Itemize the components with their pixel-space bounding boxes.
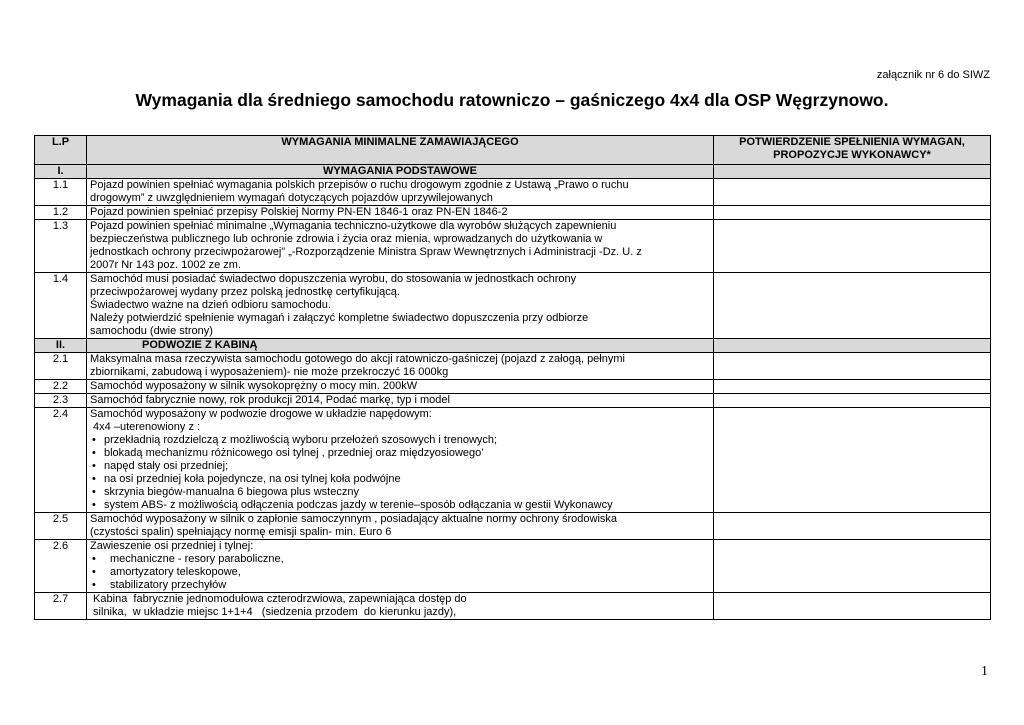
table-row	[35, 380, 991, 394]
row-confirmation-cell[interactable]	[714, 408, 991, 513]
requirement-line: Należy potwierdzić spełnienie wymagań i załączyć kompletne świadectwo dopuszczenia przy odbiorze	[90, 312, 589, 324]
table-row	[35, 353, 991, 380]
section-title: PODWOZIE Z KABINĄ	[87, 339, 714, 353]
table-row	[35, 220, 991, 273]
row-lp: 2.4	[35, 408, 87, 513]
section-row	[35, 165, 991, 179]
page-number: 1	[981, 664, 988, 679]
row-requirement	[87, 220, 714, 273]
row-lp: 2.2	[35, 380, 87, 394]
row-confirmation-cell[interactable]	[714, 179, 991, 206]
row-lp: 2.3	[35, 394, 87, 408]
row-confirmation-cell[interactable]	[714, 593, 991, 620]
requirement-line: Maksymalna masa rzeczywista samochodu gotowego do akcji ratowniczo-gaśniczej (pojazd z załogą, pełnymi	[90, 353, 625, 365]
bullet-item: • napęd stały osi przedniej;	[90, 460, 710, 473]
row-lp: 2.7	[35, 593, 87, 620]
requirement-line: zbiornikami, zabudową i wyposażeniem)- nie może przekroczyć 16 000kg	[90, 366, 449, 378]
row-confirmation-cell[interactable]	[714, 540, 991, 593]
header-confirmation-line1: POTWIERDZENIE SPEŁNIENIA WYMAGAN,	[739, 136, 965, 148]
bullet-item: • skrzynia biegów-manualna 6 biegowa plus wsteczny	[90, 486, 710, 499]
row-requirement	[87, 513, 714, 540]
table-row	[35, 273, 991, 339]
requirement-intro: Zawieszenie osi przedniej i tylnej:	[90, 540, 254, 552]
row-lp: 1.4	[35, 273, 87, 339]
requirement-line: Samochód wyposażony w silnik wysokoprężny o mocy min. 200kW	[90, 380, 418, 392]
document-title: Wymagania dla średniego samochodu ratowniczo – gaśniczego 4x4 dla OSP Węgrzynowo.	[135, 90, 889, 110]
bullet-list	[90, 553, 710, 592]
row-requirement	[87, 593, 714, 620]
table-row	[35, 540, 991, 593]
requirements-table	[34, 135, 991, 620]
requirement-line: jednostkach ochrony przeciwpożarowej” „-Rozporządzenie Ministra Spraw Wewnętrznych i Administracji -Dz. U. z	[90, 246, 642, 258]
row-confirmation-cell[interactable]	[714, 353, 991, 380]
requirement-line: silnika, w układzie miejsc 1+1+4 (siedzenia przodem do kierunku jazdy),	[90, 606, 457, 618]
section-empty-cell	[714, 165, 991, 179]
annex-note: załącznik nr 6 do SIWZ	[876, 69, 990, 81]
requirement-line: Samochód musi posiadać świadectwo dopuszczenia wyrobu, do stosowania w jednostkach ochrony	[90, 273, 577, 285]
table-row	[35, 513, 991, 540]
header-requirements: WYMAGANIA MINIMALNE ZAMAWIAJĄCEGO	[87, 136, 714, 165]
section-row	[35, 339, 991, 353]
bullet-item: • mechaniczne - resory paraboliczne,	[90, 553, 710, 566]
row-lp: 1.2	[35, 206, 87, 220]
row-lp: 1.1	[35, 179, 87, 206]
row-confirmation-cell[interactable]	[714, 273, 991, 339]
table-row	[35, 593, 991, 620]
table-header-row	[35, 136, 991, 165]
table-row	[35, 179, 991, 206]
requirement-line: drogowym” z uwzględnieniem wymagań dotyczących pojazdów uprzywilejowanych	[90, 192, 493, 204]
row-lp: 2.5	[35, 513, 87, 540]
requirement-line: Świadectwo ważne na dzień odbioru samochodu.	[90, 299, 331, 311]
row-lp: 2.6	[35, 540, 87, 593]
section-lp: I.	[35, 165, 87, 179]
bullet-item: • przekładnią rozdzielczą z możliwością wyboru przełożeń szosowych i trenowych;	[90, 434, 710, 447]
row-requirement	[87, 273, 714, 339]
requirement-line: (czystości spalin) spełniający normę emisji spalin- min. Euro 6	[90, 526, 392, 538]
requirement-line: Kabina fabrycznie jednomodułowa czterodrzwiowa, zapewniająca dostęp do	[90, 593, 467, 605]
header-lp: L.P	[35, 136, 87, 165]
requirement-line: 2007r Nr 143 poz. 1002 ze zm.	[90, 259, 242, 271]
header-confirmation-line2: PROPOZYCJE WYKONAWCY*	[773, 149, 931, 161]
section-lp: II.	[35, 339, 87, 353]
requirement-line: samochodu (dwie strony)	[90, 325, 213, 337]
bullet-item: • amortyzatory teleskopowe,	[90, 566, 710, 579]
row-confirmation-cell[interactable]	[714, 220, 991, 273]
requirement-line: Samochód wyposażony w silnik o zapłonie samoczynnym , posiadający aktualne normy ochrony środowiska	[90, 513, 618, 525]
bullet-item: • blokadą mechanizmu różnicowego osi tylnej , przedniej oraz międzyosiowego’	[90, 447, 710, 460]
row-confirmation-cell[interactable]	[714, 380, 991, 394]
table-row	[35, 206, 991, 220]
bullet-item: • na osi przedniej koła pojedyncze, na osi tylnej koła podwójne	[90, 473, 710, 486]
row-lp: 1.3	[35, 220, 87, 273]
bullet-item: • stabilizatory przechyłów	[90, 579, 710, 592]
bullet-list	[90, 434, 710, 512]
row-confirmation-cell[interactable]	[714, 513, 991, 540]
row-requirement	[87, 540, 714, 593]
row-requirement	[87, 179, 714, 206]
row-requirement	[87, 380, 714, 394]
requirement-line: Pojazd powinien spełniać minimalne „Wymagania techniczno-użytkowe dla wyrobów służących zapewnieniu	[90, 220, 617, 232]
requirement-subline: 4x4 –uterenowiony z :	[90, 421, 201, 433]
requirement-line: Pojazd powinien spełniać wymagania polskich przepisów o ruchu drogowym zgodnie z Ustawą „Prawo o ruchu	[90, 179, 629, 191]
row-requirement	[87, 394, 714, 408]
table-row	[35, 408, 991, 513]
requirement-line: Samochód fabrycznie nowy, rok produkcji 2014, Podać markę, typ i model	[90, 394, 450, 406]
row-requirement	[87, 206, 714, 220]
requirement-line: Pojazd powinien spełniać przepisy Polskiej Normy PN-EN 1846-1 oraz PN-EN 1846-2	[90, 206, 508, 218]
requirement-intro: Samochód wyposażony w podwozie drogowe w układzie napędowym:	[90, 408, 432, 420]
row-lp: 2.1	[35, 353, 87, 380]
section-title: WYMAGANIA PODSTAWOWE	[87, 165, 714, 179]
requirement-line: przeciwpożarowej wydany przez polską jednostkę certyfikującą.	[90, 286, 400, 298]
requirement-line: bezpieczeństwa publicznego lub ochronie zdrowia i życia oraz mienia, wprowadzanych do użytkowania w	[90, 233, 603, 245]
table-row	[35, 394, 991, 408]
row-confirmation-cell[interactable]	[714, 394, 991, 408]
header-confirmation	[714, 136, 991, 165]
section-empty-cell	[714, 339, 991, 353]
bullet-item: • system ABS- z możliwością odłączenia podczas jazdy w terenie–sposób odłączania w gestii Wykonawcy	[90, 499, 710, 512]
row-confirmation-cell[interactable]	[714, 206, 991, 220]
row-requirement	[87, 353, 714, 380]
row-requirement	[87, 408, 714, 513]
